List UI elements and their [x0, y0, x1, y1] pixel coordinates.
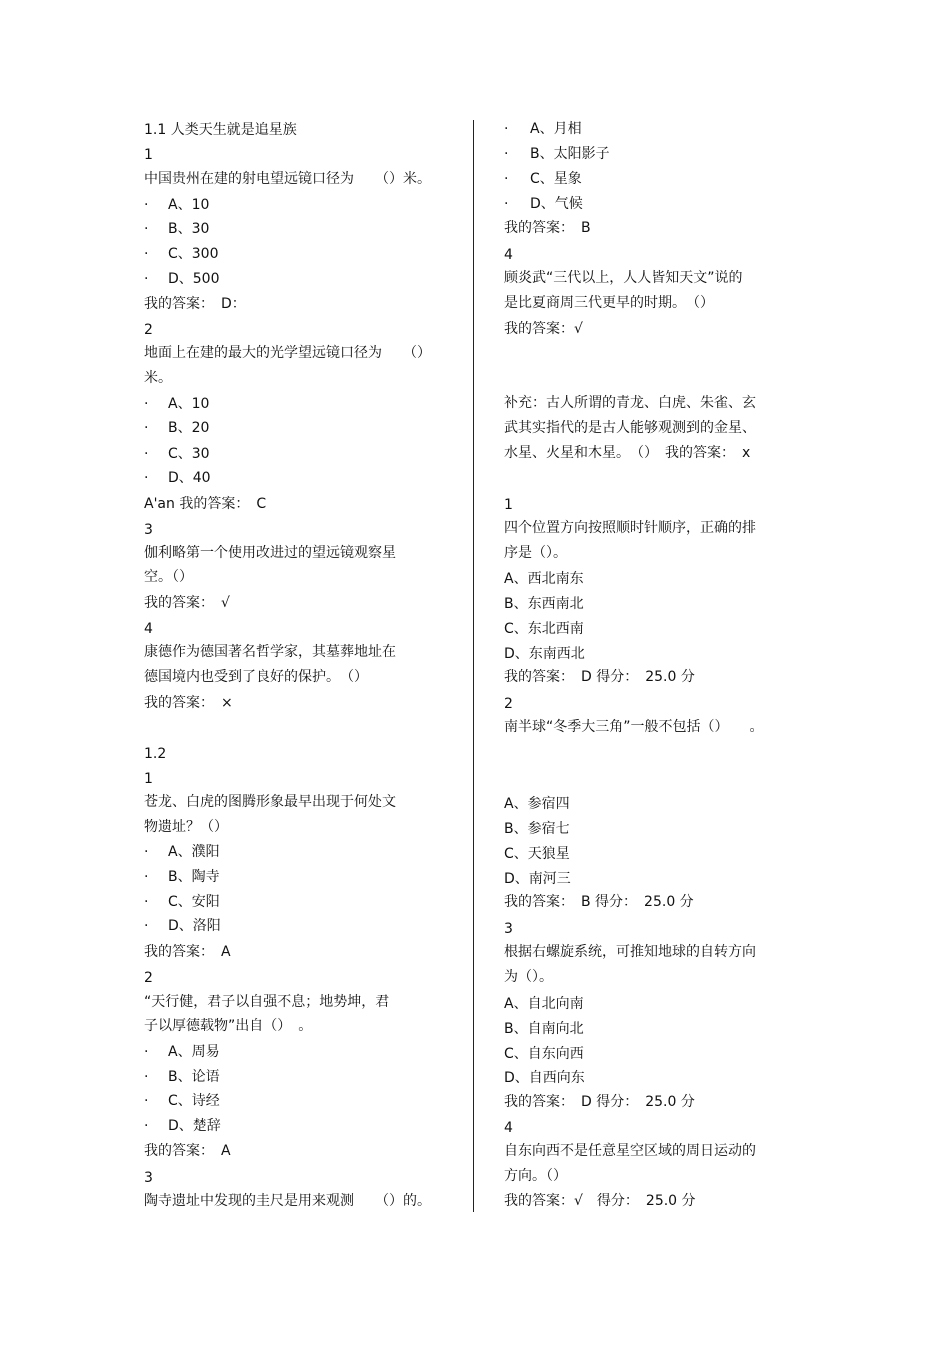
text-line: C、东北西南 — [504, 621, 584, 637]
bullet-icon: · — [144, 246, 149, 262]
text-line: 3 — [144, 522, 153, 538]
text-line: 我的答案： D 得分： 25.0 分 — [504, 669, 695, 685]
option-text: C、30 — [168, 446, 210, 462]
option-text: C、星象 — [530, 171, 582, 187]
option-text: C、安阳 — [168, 894, 220, 910]
text-line: 1 — [144, 771, 153, 787]
text-line: 我的答案： A — [144, 1143, 231, 1159]
bullet-icon: · — [144, 894, 149, 910]
text-line: 我的答案： √ — [144, 595, 230, 611]
text-line: A'an 我的答案： C — [144, 496, 267, 512]
text-line: A、参宿四 — [504, 796, 570, 812]
text-line: 我的答案：√ 得分： 25.0 分 — [504, 1193, 696, 1209]
text-line: D、东南西北 — [504, 646, 585, 662]
text-line: B、自南向北 — [504, 1021, 584, 1037]
text-line: 1.1 人类天生就是追星族 — [144, 122, 297, 138]
text-line: 米。 — [144, 370, 172, 386]
text-line: 水星、火星和木星。 （） 我的答案： x — [504, 445, 751, 461]
option-text: B、论语 — [168, 1069, 220, 1085]
text-line: A、自北向南 — [504, 996, 584, 1012]
bullet-icon: · — [144, 1044, 149, 1060]
bullet-icon: · — [144, 1069, 149, 1085]
option-text: D、40 — [168, 470, 211, 486]
option-text: A、濮阳 — [168, 844, 220, 860]
text-line: 苍龙、白虎的图腾形象最早出现于何处文 — [144, 794, 396, 810]
text-line: A、西北南东 — [504, 571, 584, 587]
bullet-icon: · — [144, 1118, 149, 1134]
option-text: A、10 — [168, 197, 210, 213]
text-line: 2 — [504, 696, 513, 712]
text-line: 武其实指代的是古人能够观测到的金星、 — [504, 420, 756, 436]
option-text: D、楚辞 — [168, 1118, 221, 1134]
text-line: 康德作为德国著名哲学家，其墓葬地址在 — [144, 644, 396, 660]
text-line: 我的答案： D： — [144, 296, 246, 312]
text-line: 我的答案： × — [144, 695, 233, 711]
text-line: 德国境内也受到了良好的保护。 （） — [144, 669, 368, 685]
text-line: 我的答案： D 得分： 25.0 分 — [504, 1094, 695, 1110]
bullet-icon: · — [144, 918, 149, 934]
text-line: 子以厚德载物”出自（） 。 — [144, 1018, 313, 1034]
text-line: 顾炎武“三代以上，人人皆知天文”说的 — [504, 270, 743, 286]
option-text: B、太阳影子 — [530, 146, 610, 162]
option-text: C、诗经 — [168, 1093, 220, 1109]
text-line: 四个位置方向按照顺时针顺序，正确的排 — [504, 520, 756, 536]
text-line: 我的答案： B 得分： 25.0 分 — [504, 894, 694, 910]
option-text: C、300 — [168, 246, 219, 262]
bullet-icon: · — [144, 1093, 149, 1109]
text-line: 南半球“冬季大三角”一般不包括（） 。 — [504, 719, 764, 735]
text-line: 3 — [144, 1170, 153, 1186]
text-line: 4 — [504, 247, 513, 263]
text-line: 为（）。 — [504, 969, 553, 985]
text-line: 我的答案：√ — [504, 321, 583, 337]
bullet-icon: · — [504, 121, 509, 137]
option-text: B、20 — [168, 420, 210, 436]
bullet-icon: · — [144, 446, 149, 462]
bullet-icon: · — [144, 221, 149, 237]
text-line: 根据右螺旋系统，可推知地球的自转方向 — [504, 944, 756, 960]
text-line: 是比夏商周三代更早的时期。 （） — [504, 295, 714, 311]
option-text: A、周易 — [168, 1044, 220, 1060]
bullet-icon: · — [144, 869, 149, 885]
text-line: 我的答案： B — [504, 220, 591, 236]
text-line: 地面上在建的最大的光学望远镜口径为 （） — [144, 345, 431, 361]
option-text: D、气候 — [530, 196, 583, 212]
text-line: 1 — [144, 147, 153, 163]
text-line: 4 — [144, 621, 153, 637]
text-line: 序是（）。 — [504, 545, 567, 561]
text-line: 4 — [504, 1120, 513, 1136]
bullet-icon: · — [144, 844, 149, 860]
option-text: D、500 — [168, 271, 220, 287]
option-text: D、洛阳 — [168, 918, 221, 934]
text-line: B、东西南北 — [504, 596, 584, 612]
bullet-icon: · — [504, 196, 509, 212]
text-line: D、自西向东 — [504, 1070, 585, 1086]
text-line: 伽利略第一个使用改进过的望远镜观察星 — [144, 545, 396, 561]
bullet-icon: · — [504, 171, 509, 187]
text-line: 空。（） — [144, 569, 193, 585]
text-line: 陶寺遗址中发现的圭尺是用来观测 （）的。 — [144, 1193, 431, 1209]
text-line: B、参宿七 — [504, 821, 570, 837]
bullet-icon: · — [144, 420, 149, 436]
text-line: 补充：古人所谓的青龙、白虎、朱雀、玄 — [504, 395, 756, 411]
option-text: B、30 — [168, 221, 210, 237]
text-line: 我的答案： A — [144, 944, 231, 960]
option-text: A、10 — [168, 396, 210, 412]
option-text: A、月相 — [530, 121, 582, 137]
bullet-icon: · — [504, 146, 509, 162]
column-divider — [473, 120, 474, 1212]
bullet-icon: · — [144, 197, 149, 213]
option-text: B、陶寺 — [168, 869, 220, 885]
bullet-icon: · — [144, 396, 149, 412]
text-line: C、天狼星 — [504, 846, 570, 862]
text-line: 自东向西不是任意星空区域的周日运动的 — [504, 1143, 756, 1159]
text-line: 2 — [144, 970, 153, 986]
text-line: D、南河三 — [504, 871, 571, 887]
text-line: 1 — [504, 497, 513, 513]
text-line: C、自东向西 — [504, 1046, 584, 1062]
text-line: 方向。（） — [504, 1168, 567, 1184]
text-line: 中国贵州在建的射电望远镜口径为 （）米。 — [144, 171, 431, 187]
bullet-icon: · — [144, 271, 149, 287]
bullet-icon: · — [144, 470, 149, 486]
text-line: 2 — [144, 322, 153, 338]
text-line: “天行健，君子以自强不息；地势坤，君 — [144, 994, 390, 1010]
text-line: 物遗址？（） — [144, 819, 228, 835]
text-line: 1.2 — [144, 746, 167, 762]
text-line: 3 — [504, 921, 513, 937]
